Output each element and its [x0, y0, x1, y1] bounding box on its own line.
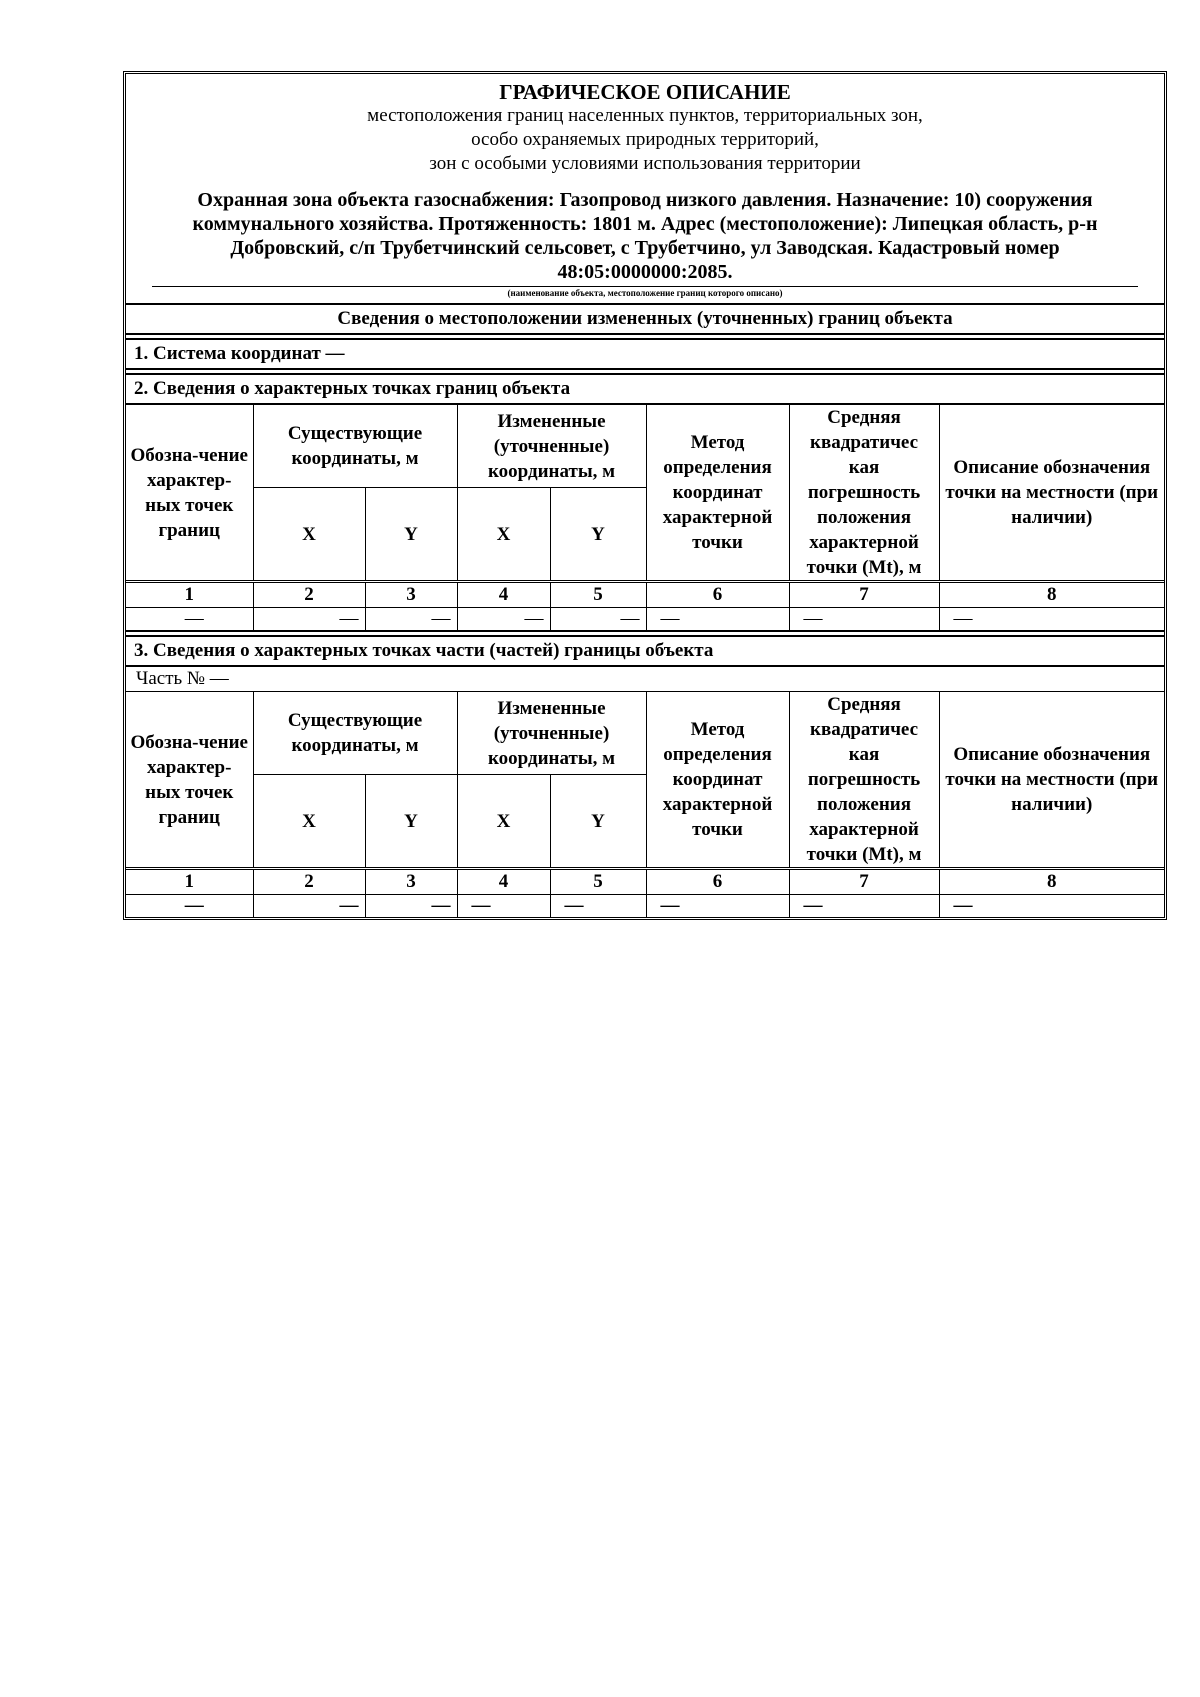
part-points-table: [126, 692, 1164, 917]
section3-title: 3. Сведения о характерных точках части (частей) границы объекта: [126, 635, 1164, 667]
document-frame: [123, 71, 1167, 920]
table-cell: —: [789, 895, 939, 918]
subtitle-line-1: местоположения границ населенных пунктов, территориальных зон,: [367, 105, 923, 126]
column-number-row: [126, 869, 1164, 895]
column-number: 5: [550, 582, 646, 608]
table-cell: —: [646, 895, 789, 918]
table-cell: —: [939, 895, 1164, 918]
column-number: 8: [939, 869, 1164, 895]
column-number: 1: [126, 869, 253, 895]
table-cell: —: [550, 608, 646, 631]
table-row: [126, 895, 1164, 918]
section2-title: 2. Сведения о характерных точках границ объекта: [126, 373, 1164, 405]
column-number: 2: [253, 582, 365, 608]
column-number: 6: [646, 869, 789, 895]
table-cell: —: [126, 895, 253, 918]
header-point-designation: Обозна-чение характер-ных точек границ: [126, 405, 253, 582]
object-caption: (наименование объекта, местоположение границ которого описано): [507, 288, 783, 298]
header-existing-y: Y: [365, 488, 457, 582]
header-existing-coords: Существующие координаты, м: [253, 692, 457, 775]
header-existing-x: X: [253, 775, 365, 869]
column-number: 4: [457, 582, 550, 608]
column-number: 5: [550, 869, 646, 895]
table-cell: —: [939, 608, 1164, 631]
object-description: Охранная зона объекта газоснабжения: Газопровод низкого давления. Назначение: 10) сооружения коммунального хозяйства. Протяженность: 1801 м. Адрес (местоположение): Липецкая область, р-н Добровский, с/п Трубетчинский сельсовет, с Трубетчино, ул Заводская. Кадастровый номер 48:05:0000000:2085.: [192, 189, 1098, 283]
header-method: Метод определения координат характерной точки: [646, 405, 789, 582]
subtitle-line-2: особо охраняемых природных территорий,: [471, 129, 819, 150]
header-changed-coords: Измененные (уточненные) координаты, м: [457, 692, 646, 775]
column-number: 7: [789, 582, 939, 608]
part-number-label: Часть № —: [126, 667, 1164, 692]
column-number: 2: [253, 869, 365, 895]
header-existing-x: X: [253, 488, 365, 582]
column-number: 8: [939, 582, 1164, 608]
table-cell: —: [789, 608, 939, 631]
header-point-designation: Обозна-чение характер-ных точек границ: [126, 692, 253, 869]
header-mse: Средняя квадратичес кая погрешность положения характерной точки (Mt), м: [789, 692, 939, 869]
table-cell: —: [365, 608, 457, 631]
table-cell: —: [253, 608, 365, 631]
header-mse: Средняя квадратичес кая погрешность положения характерной точки (Mt), м: [789, 405, 939, 582]
header-existing-y: Y: [365, 775, 457, 869]
table-row: [126, 608, 1164, 631]
column-number: 7: [789, 869, 939, 895]
column-number: 6: [646, 582, 789, 608]
table-cell: —: [457, 895, 550, 918]
document-title: ГРАФИЧЕСКОЕ ОПИСАНИЕ: [499, 80, 791, 104]
column-number: 3: [365, 869, 457, 895]
table-cell: —: [253, 895, 365, 918]
section-part-points: [126, 635, 1164, 917]
header-description: Описание обозначения точки на местности (при наличии): [939, 692, 1164, 869]
header-existing-coords: Существующие координаты, м: [253, 405, 457, 488]
table-cell: —: [550, 895, 646, 918]
header-changed-coords: Измененные (уточненные) координаты, м: [457, 405, 646, 488]
document-header: [126, 74, 1164, 305]
table-cell: —: [365, 895, 457, 918]
header-method: Метод определения координат характерной точки: [646, 692, 789, 869]
table-cell: —: [457, 608, 550, 631]
column-number: 1: [126, 582, 253, 608]
section-title: Сведения о местоположении измененных (уточненных) границ объекта: [126, 305, 1164, 335]
header-changed-y: Y: [550, 488, 646, 582]
column-number-row: [126, 582, 1164, 608]
boundary-points-table: [126, 405, 1164, 630]
section-boundary-points: [126, 373, 1164, 632]
table-cell: —: [646, 608, 789, 631]
subtitle-line-3: зон с особыми условиями использования территории: [429, 153, 861, 174]
table-cell: —: [126, 608, 253, 631]
column-number: 4: [457, 869, 550, 895]
header-changed-y: Y: [550, 775, 646, 869]
column-number: 3: [365, 582, 457, 608]
header-changed-x: X: [457, 488, 550, 582]
header-description: Описание обозначения точки на местности (при наличии): [939, 405, 1164, 582]
coordinate-system: 1. Система координат —: [126, 338, 1164, 370]
header-changed-x: X: [457, 775, 550, 869]
